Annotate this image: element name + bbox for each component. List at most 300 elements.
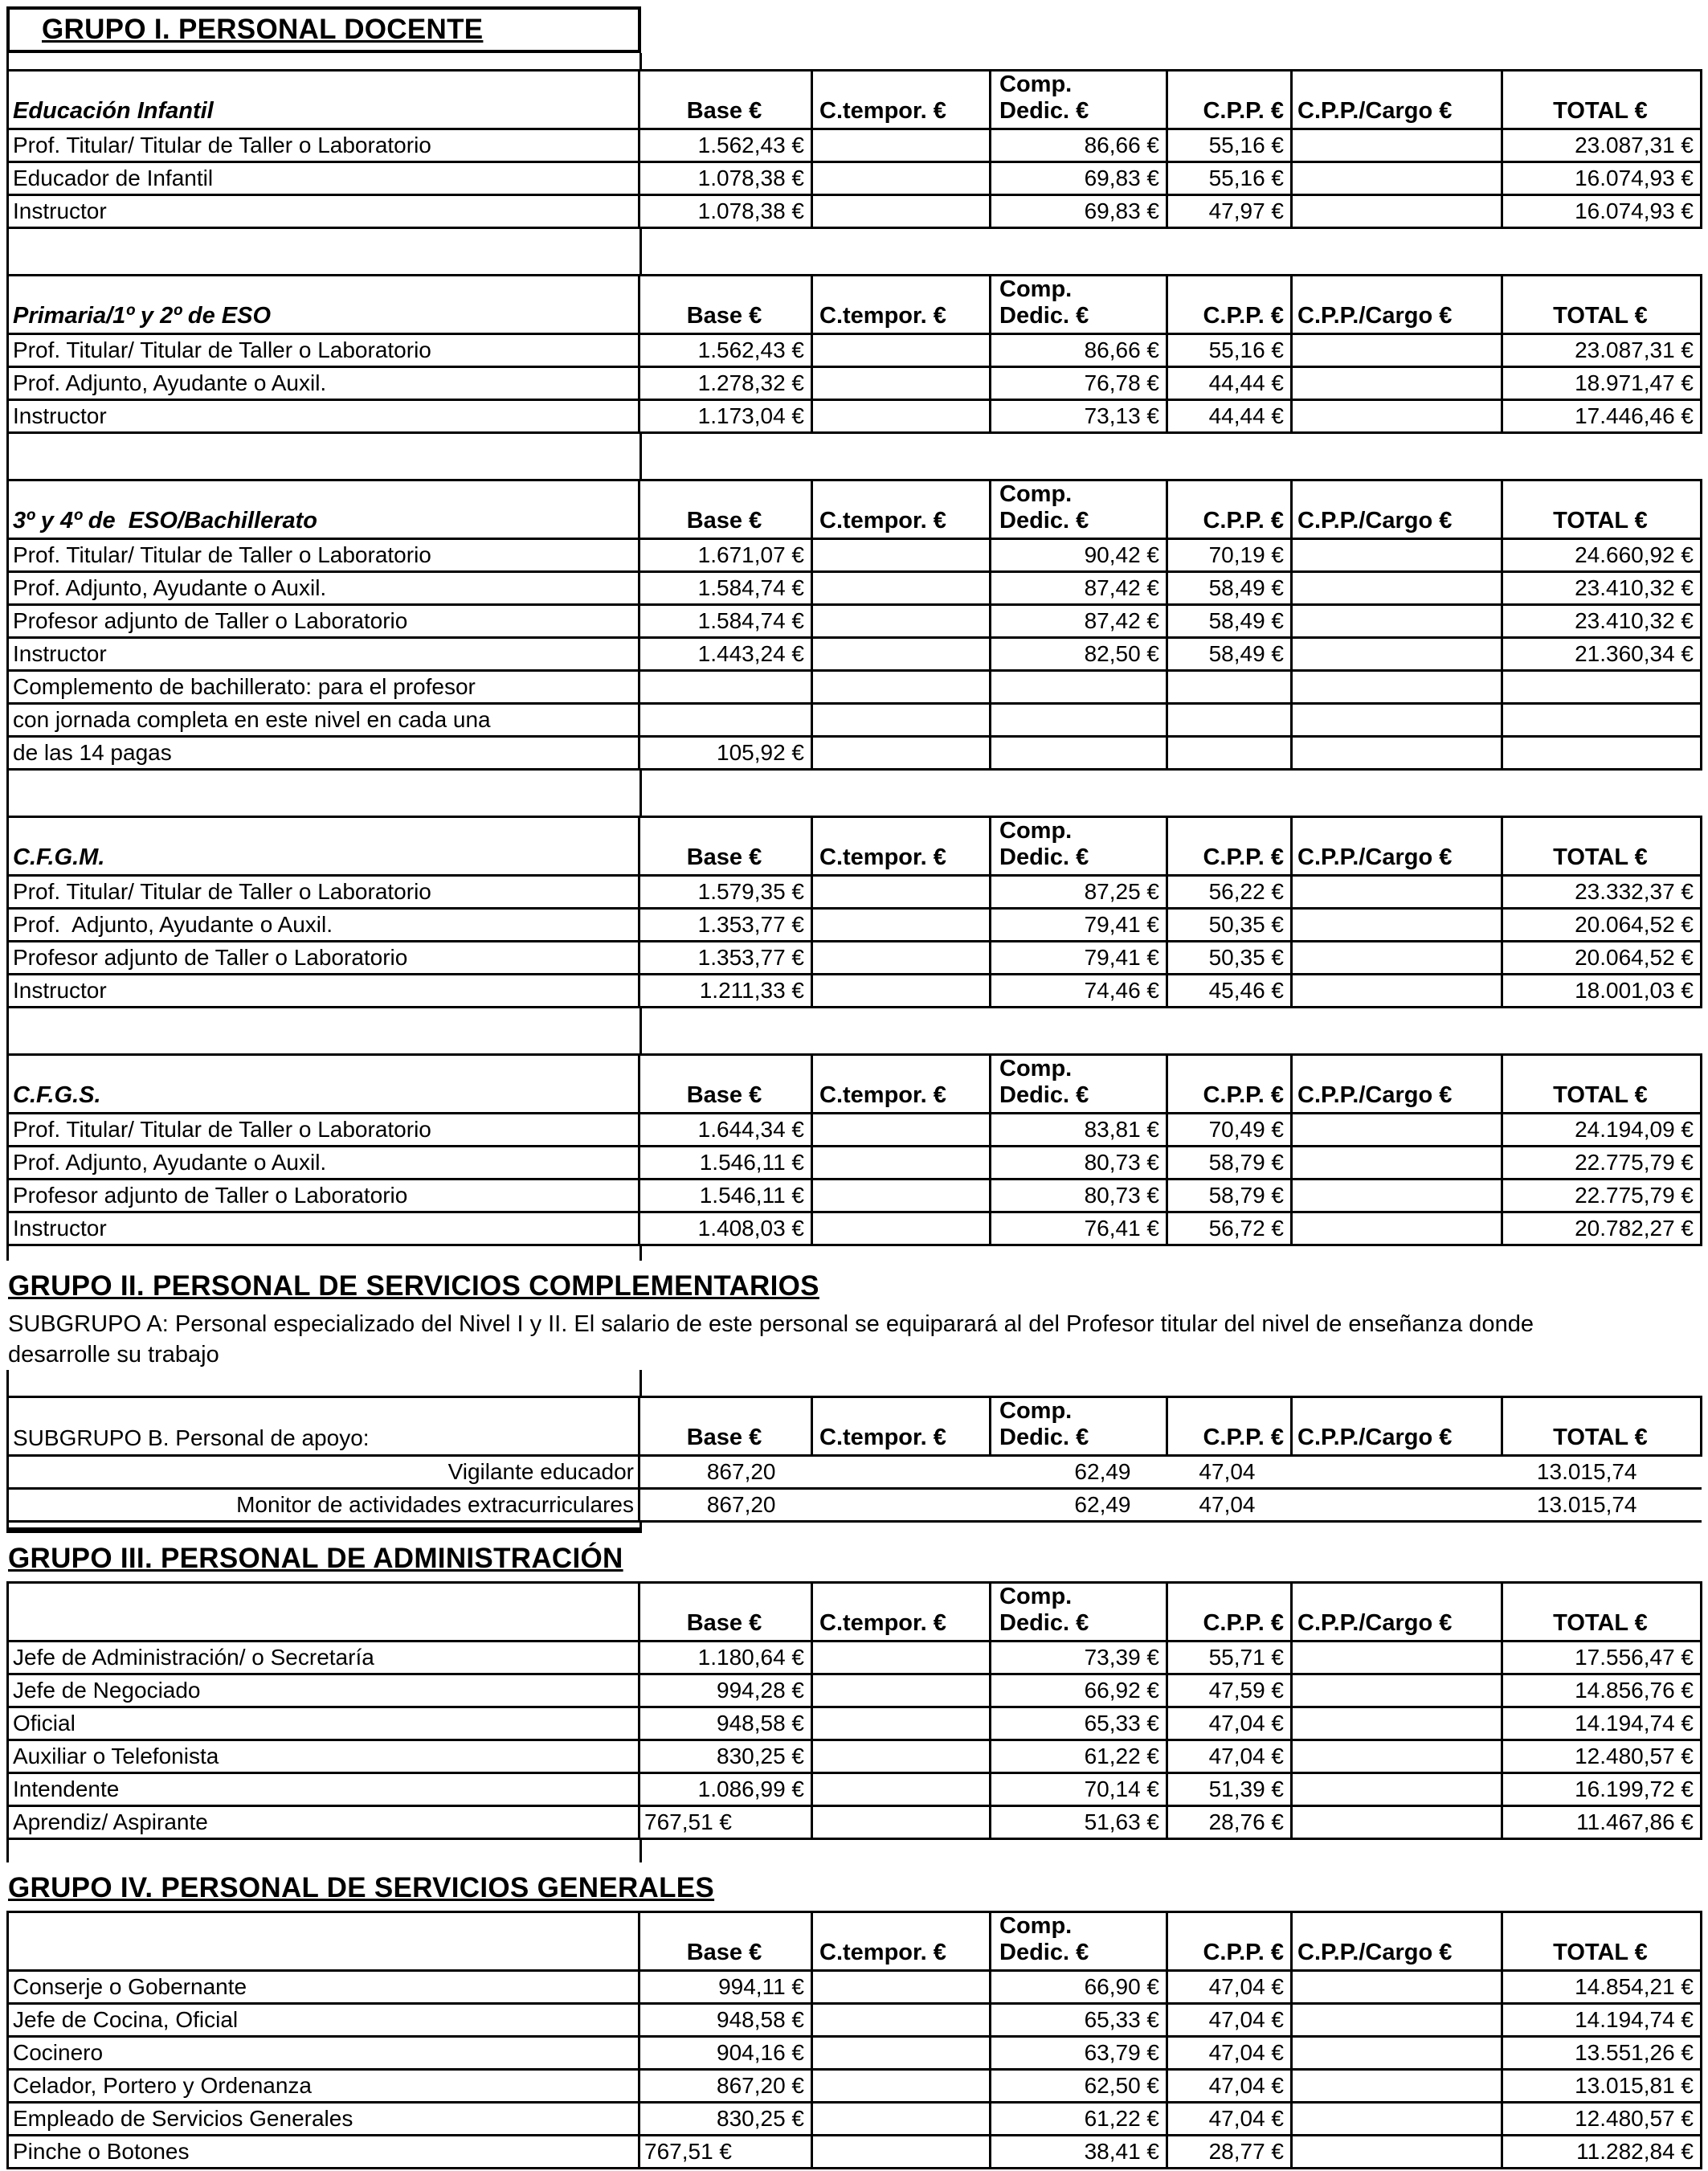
table-row [8, 1489, 1702, 1522]
value-cell: 74,46 € [991, 975, 1167, 1008]
value-cell [1292, 539, 1502, 572]
value-cell [812, 1773, 991, 1806]
value-cell: 1.353,77 € [639, 942, 812, 975]
value-cell [1292, 2070, 1502, 2103]
value-cell: 1.443,24 € [639, 638, 812, 671]
row-label: Instructor [8, 975, 639, 1008]
value-cell [812, 909, 991, 942]
table-row [8, 1971, 1702, 2004]
table-row [8, 1740, 1702, 1773]
value-cell [1292, 737, 1502, 770]
value-cell [1292, 162, 1502, 195]
value-cell: 1.644,34 € [639, 1114, 812, 1147]
section-label: Educación Infantil [8, 71, 639, 129]
value-cell [991, 704, 1167, 737]
column-header: Comp. Dedic. € [991, 276, 1167, 334]
value-cell: 69,83 € [991, 195, 1167, 228]
value-cell: 904,16 € [639, 2037, 812, 2070]
group1-title-box [6, 6, 641, 53]
value-cell [812, 129, 991, 162]
column-header: C.P.P./Cargo € [1292, 1912, 1502, 1971]
table-subgrupo-b-apoyo [6, 1396, 1702, 1523]
value-cell [812, 400, 991, 433]
value-cell: 867,20 [639, 1489, 812, 1522]
row-label: Monitor de actividades extracurriculares [8, 1489, 639, 1522]
row-label: Auxiliar o Telefonista [8, 1740, 639, 1773]
value-cell [812, 1114, 991, 1147]
value-cell [812, 1707, 991, 1740]
row-label: Instructor [8, 400, 639, 433]
subgroup-a-note: SUBGRUPO A: Personal especializado del Nivel I y II. El salario de este personal se equiparará al del Profesor titular del nivel de enseñanza donde desarrolle su trabajo [8, 1311, 1534, 1368]
value-cell [812, 2136, 991, 2169]
section-label [8, 1912, 639, 1971]
value-cell: 105,92 € [639, 737, 812, 770]
column-header: TOTAL € [1502, 1055, 1702, 1114]
value-cell [1292, 1489, 1502, 1522]
table-row [8, 605, 1702, 638]
row-label: Aprendiz/ Aspirante [8, 1806, 639, 1839]
column-header: Base € [639, 71, 812, 129]
value-cell [1292, 1740, 1502, 1773]
column-header: Base € [639, 817, 812, 876]
value-cell: 47,04 € [1167, 2037, 1292, 2070]
row-label: Pinche o Botones [8, 2136, 639, 2169]
value-cell: 55,16 € [1167, 162, 1292, 195]
value-cell [812, 1806, 991, 1839]
value-cell [1292, 1114, 1502, 1147]
table-header-row [8, 1055, 1702, 1114]
value-cell: 44,44 € [1167, 367, 1292, 400]
table-row [8, 909, 1702, 942]
value-cell: 1.078,38 € [639, 162, 812, 195]
table-row [8, 2136, 1702, 2169]
value-cell: 1.579,35 € [639, 876, 812, 909]
value-cell: 17.556,47 € [1502, 1642, 1702, 1674]
column-header: Base € [639, 276, 812, 334]
table-cfgs [6, 1053, 1702, 1246]
value-cell [1167, 737, 1292, 770]
column-stub [6, 1370, 642, 1396]
column-header: C.tempor. € [812, 1583, 991, 1642]
row-label: Complemento de bachillerato: para el profesor [8, 671, 639, 704]
value-cell [1292, 2136, 1502, 2169]
value-cell: 51,39 € [1167, 1773, 1292, 1806]
value-cell: 55,16 € [1167, 334, 1292, 367]
value-cell: 767,51 € [639, 1806, 812, 1839]
table-row [8, 1147, 1702, 1180]
value-cell [1292, 1180, 1502, 1212]
row-label: Prof. Adjunto, Ayudante o Auxil. [8, 367, 639, 400]
value-cell: 11.467,86 € [1502, 1806, 1702, 1839]
value-cell: 56,22 € [1167, 876, 1292, 909]
value-cell: 12.480,57 € [1502, 1740, 1702, 1773]
table-header-row [8, 1397, 1702, 1456]
value-cell: 13.015,74 [1502, 1489, 1702, 1522]
value-cell [812, 1147, 991, 1180]
column-header: C.P.P. € [1167, 1583, 1292, 1642]
table-row [8, 334, 1702, 367]
value-cell: 28,76 € [1167, 1806, 1292, 1839]
table-row [8, 1707, 1702, 1740]
table-header-row [8, 480, 1702, 539]
value-cell [812, 195, 991, 228]
row-label: Conserje o Gobernante [8, 1971, 639, 2004]
value-cell: 82,50 € [991, 638, 1167, 671]
table-educacion-infantil [6, 69, 1702, 229]
value-cell: 47,04 [1167, 1489, 1292, 1522]
row-label: Profesor adjunto de Taller o Laboratorio [8, 942, 639, 975]
value-cell [1167, 704, 1292, 737]
column-header: C.P.P. € [1167, 480, 1292, 539]
value-cell [1292, 704, 1502, 737]
value-cell: 1.584,74 € [639, 572, 812, 605]
value-cell: 23.087,31 € [1502, 334, 1702, 367]
value-cell: 87,25 € [991, 876, 1167, 909]
value-cell [1292, 2103, 1502, 2136]
table-eso-bachillerato [6, 479, 1702, 771]
value-cell: 80,73 € [991, 1147, 1167, 1180]
column-header: Comp. Dedic. € [991, 1583, 1167, 1642]
table-row [8, 1773, 1702, 1806]
value-cell: 24.194,09 € [1502, 1114, 1702, 1147]
value-cell: 767,51 € [639, 2136, 812, 2169]
value-cell: 70,14 € [991, 1773, 1167, 1806]
value-cell: 994,28 € [639, 1674, 812, 1707]
table-header-row [8, 276, 1702, 334]
row-label: Prof. Adjunto, Ayudante o Auxil. [8, 909, 639, 942]
value-cell: 76,41 € [991, 1212, 1167, 1245]
value-cell: 23.410,32 € [1502, 572, 1702, 605]
value-cell [812, 876, 991, 909]
value-cell [812, 975, 991, 1008]
row-label: Profesor adjunto de Taller o Laboratorio [8, 605, 639, 638]
table-header-row [8, 71, 1702, 129]
value-cell: 79,41 € [991, 909, 1167, 942]
column-header: Comp. Dedic. € [991, 480, 1167, 539]
value-cell: 55,16 € [1167, 129, 1292, 162]
value-cell: 69,83 € [991, 162, 1167, 195]
table-row [8, 638, 1702, 671]
value-cell: 830,25 € [639, 2103, 812, 2136]
value-cell [1292, 2004, 1502, 2037]
value-cell: 23.410,32 € [1502, 605, 1702, 638]
table-header-row [8, 817, 1702, 876]
value-cell: 83,81 € [991, 1114, 1167, 1147]
value-cell: 47,59 € [1167, 1674, 1292, 1707]
value-cell: 948,58 € [639, 1707, 812, 1740]
value-cell [1292, 1456, 1502, 1489]
column-header: C.P.P./Cargo € [1292, 817, 1502, 876]
column-header: C.P.P. € [1167, 1397, 1292, 1456]
value-cell [1502, 671, 1702, 704]
value-cell [812, 942, 991, 975]
table-row [8, 1180, 1702, 1212]
column-stub [6, 1840, 642, 1862]
table-row [8, 129, 1702, 162]
value-cell [812, 572, 991, 605]
value-cell [1167, 671, 1292, 704]
value-cell: 50,35 € [1167, 909, 1292, 942]
value-cell [812, 737, 991, 770]
column-header: Base € [639, 1055, 812, 1114]
row-label: Prof. Titular/ Titular de Taller o Laboratorio [8, 1114, 639, 1147]
value-cell: 58,49 € [1167, 572, 1292, 605]
value-cell: 830,25 € [639, 1740, 812, 1773]
value-cell: 23.087,31 € [1502, 129, 1702, 162]
value-cell: 16.074,93 € [1502, 195, 1702, 228]
table-row [8, 195, 1702, 228]
value-cell: 20.782,27 € [1502, 1212, 1702, 1245]
value-cell: 62,49 [991, 1489, 1167, 1522]
value-cell: 1.278,32 € [639, 367, 812, 400]
value-cell [1292, 671, 1502, 704]
row-label: Instructor [8, 1212, 639, 1245]
value-cell: 86,66 € [991, 334, 1167, 367]
row-label: Instructor [8, 195, 639, 228]
table-row [8, 2103, 1702, 2136]
value-cell: 65,33 € [991, 1707, 1167, 1740]
value-cell [812, 1489, 991, 1522]
column-header: TOTAL € [1502, 1912, 1702, 1971]
value-cell [1292, 942, 1502, 975]
table-header-row [8, 1912, 1702, 1971]
value-cell: 21.360,34 € [1502, 638, 1702, 671]
value-cell [812, 1642, 991, 1674]
column-header: TOTAL € [1502, 817, 1702, 876]
value-cell: 22.775,79 € [1502, 1147, 1702, 1180]
row-label: Jefe de Negociado [8, 1674, 639, 1707]
value-cell [812, 1212, 991, 1245]
value-cell [812, 638, 991, 671]
value-cell [812, 2004, 991, 2037]
column-header: C.tempor. € [812, 1397, 991, 1456]
row-label: Prof. Titular/ Titular de Taller o Laboratorio [8, 334, 639, 367]
row-label: de las 14 pagas [8, 737, 639, 770]
row-label: Profesor adjunto de Taller o Laboratorio [8, 1180, 639, 1212]
column-header: C.P.P. € [1167, 276, 1292, 334]
value-cell: 61,22 € [991, 2103, 1167, 2136]
value-cell: 1.086,99 € [639, 1773, 812, 1806]
table-row [8, 876, 1702, 909]
value-cell [1292, 400, 1502, 433]
row-label: Intendente [8, 1773, 639, 1806]
column-stub [6, 771, 642, 816]
row-label: Oficial [8, 1707, 639, 1740]
table-row [8, 1456, 1702, 1489]
value-cell: 867,20 [639, 1456, 812, 1489]
value-cell [1292, 1212, 1502, 1245]
column-stub [6, 53, 642, 69]
column-header: TOTAL € [1502, 1397, 1702, 1456]
value-cell: 47,04 € [1167, 2070, 1292, 2103]
value-cell: 62,50 € [991, 2070, 1167, 2103]
column-header: C.tempor. € [812, 1055, 991, 1114]
column-header: C.tempor. € [812, 817, 991, 876]
value-cell: 73,39 € [991, 1642, 1167, 1674]
table-row [8, 704, 1702, 737]
table-personal-administracion [6, 1581, 1702, 1840]
row-label: Prof. Adjunto, Ayudante o Auxil. [8, 1147, 639, 1180]
column-header: TOTAL € [1502, 71, 1702, 129]
row-label: Empleado de Servicios Generales [8, 2103, 639, 2136]
value-cell [812, 1456, 991, 1489]
value-cell: 13.551,26 € [1502, 2037, 1702, 2070]
value-cell: 62,49 [991, 1456, 1167, 1489]
value-cell [812, 671, 991, 704]
value-cell: 16.074,93 € [1502, 162, 1702, 195]
table-row [8, 572, 1702, 605]
value-cell [639, 704, 812, 737]
value-cell: 1.546,11 € [639, 1180, 812, 1212]
value-cell: 51,63 € [991, 1806, 1167, 1839]
value-cell: 47,04 € [1167, 1971, 1292, 2004]
group3-title: GRUPO III. PERSONAL DE ADMINISTRACIÓN [8, 1543, 623, 1574]
column-stub [6, 229, 642, 274]
table-row [8, 539, 1702, 572]
group4-title: GRUPO IV. PERSONAL DE SERVICIOS GENERALES [8, 1872, 715, 1903]
table-primaria-eso [6, 274, 1702, 434]
value-cell [812, 1740, 991, 1773]
value-cell [812, 2103, 991, 2136]
table-row [8, 1642, 1702, 1674]
value-cell: 13.015,74 [1502, 1456, 1702, 1489]
column-header: C.P.P./Cargo € [1292, 1055, 1502, 1114]
row-label: Prof. Titular/ Titular de Taller o Laboratorio [8, 876, 639, 909]
table-row [8, 400, 1702, 433]
value-cell: 73,13 € [991, 400, 1167, 433]
value-cell [1292, 1674, 1502, 1707]
value-cell [812, 605, 991, 638]
value-cell [812, 1971, 991, 2004]
value-cell: 63,79 € [991, 2037, 1167, 2070]
table-header-row [8, 1583, 1702, 1642]
value-cell: 1.211,33 € [639, 975, 812, 1008]
column-stub [6, 434, 642, 479]
value-cell [1292, 334, 1502, 367]
column-header: C.P.P./Cargo € [1292, 480, 1502, 539]
value-cell: 18.001,03 € [1502, 975, 1702, 1008]
section-label: Primaria/1º y 2º de ESO [8, 276, 639, 334]
value-cell [1502, 704, 1702, 737]
section-label: C.F.G.M. [8, 817, 639, 876]
value-cell: 14.854,21 € [1502, 1971, 1702, 2004]
value-cell: 45,46 € [1167, 975, 1292, 1008]
table-row [8, 1212, 1702, 1245]
column-stub [6, 1246, 642, 1261]
value-cell: 1.173,04 € [639, 400, 812, 433]
value-cell: 14.194,74 € [1502, 2004, 1702, 2037]
column-header: C.tempor. € [812, 276, 991, 334]
value-cell: 1.078,38 € [639, 195, 812, 228]
value-cell [1292, 1707, 1502, 1740]
table-row [8, 2070, 1702, 2103]
table-row [8, 975, 1702, 1008]
value-cell: 13.015,81 € [1502, 2070, 1702, 2103]
value-cell [1292, 1147, 1502, 1180]
value-cell [1292, 1971, 1502, 2004]
row-label: Jefe de Cocina, Oficial [8, 2004, 639, 2037]
value-cell: 47,97 € [1167, 195, 1292, 228]
value-cell [812, 539, 991, 572]
column-header: TOTAL € [1502, 276, 1702, 334]
column-header: Comp. Dedic. € [991, 1055, 1167, 1114]
column-header: C.P.P. € [1167, 71, 1292, 129]
value-cell [1292, 2037, 1502, 2070]
value-cell: 1.562,43 € [639, 129, 812, 162]
value-cell [1502, 737, 1702, 770]
column-stub [6, 1008, 642, 1053]
value-cell: 87,42 € [991, 605, 1167, 638]
value-cell: 79,41 € [991, 942, 1167, 975]
row-label: Prof. Titular/ Titular de Taller o Laboratorio [8, 129, 639, 162]
value-cell: 76,78 € [991, 367, 1167, 400]
value-cell [991, 737, 1167, 770]
value-cell [812, 2070, 991, 2103]
value-cell: 1.353,77 € [639, 909, 812, 942]
table-row [8, 737, 1702, 770]
table-row [8, 2004, 1702, 2037]
value-cell: 14.856,76 € [1502, 1674, 1702, 1707]
value-cell [1292, 975, 1502, 1008]
value-cell: 86,66 € [991, 129, 1167, 162]
row-label: Prof. Titular/ Titular de Taller o Laboratorio [8, 539, 639, 572]
column-header: Comp. Dedic. € [991, 71, 1167, 129]
value-cell: 47,04 € [1167, 1707, 1292, 1740]
value-cell: 55,71 € [1167, 1642, 1292, 1674]
value-cell: 14.194,74 € [1502, 1707, 1702, 1740]
table-row [8, 1114, 1702, 1147]
value-cell: 44,44 € [1167, 400, 1292, 433]
value-cell: 23.332,37 € [1502, 876, 1702, 909]
value-cell: 1.180,64 € [639, 1642, 812, 1674]
row-label: Jefe de Administración/ o Secretaría [8, 1642, 639, 1674]
value-cell: 87,42 € [991, 572, 1167, 605]
table-personal-servicios-generales [6, 1911, 1702, 2169]
column-header: Base € [639, 480, 812, 539]
value-cell: 1.408,03 € [639, 1212, 812, 1245]
value-cell: 867,20 € [639, 2070, 812, 2103]
section-label: 3º y 4º de ESO/Bachillerato [8, 480, 639, 539]
section-label: C.F.G.S. [8, 1055, 639, 1114]
value-cell: 58,79 € [1167, 1180, 1292, 1212]
value-cell: 24.660,92 € [1502, 539, 1702, 572]
column-header: C.P.P./Cargo € [1292, 276, 1502, 334]
value-cell: 58,79 € [1167, 1147, 1292, 1180]
value-cell: 948,58 € [639, 2004, 812, 2037]
value-cell: 66,92 € [991, 1674, 1167, 1707]
value-cell [812, 1180, 991, 1212]
value-cell: 66,90 € [991, 1971, 1167, 2004]
value-cell: 47,04 € [1167, 1740, 1292, 1773]
value-cell: 1.584,74 € [639, 605, 812, 638]
column-header: C.tempor. € [812, 1912, 991, 1971]
value-cell [1292, 909, 1502, 942]
row-label: Instructor [8, 638, 639, 671]
value-cell [812, 1674, 991, 1707]
section-label: SUBGRUPO B. Personal de apoyo: [8, 1397, 639, 1456]
value-cell [639, 671, 812, 704]
value-cell [812, 162, 991, 195]
value-cell: 11.282,84 € [1502, 2136, 1702, 2169]
value-cell: 58,49 € [1167, 638, 1292, 671]
value-cell: 56,72 € [1167, 1212, 1292, 1245]
row-label: con jornada completa en este nivel en cada una [8, 704, 639, 737]
value-cell: 80,73 € [991, 1180, 1167, 1212]
value-cell [991, 671, 1167, 704]
row-label: Celador, Portero y Ordenanza [8, 2070, 639, 2103]
table-row [8, 2037, 1702, 2070]
value-cell [1292, 876, 1502, 909]
